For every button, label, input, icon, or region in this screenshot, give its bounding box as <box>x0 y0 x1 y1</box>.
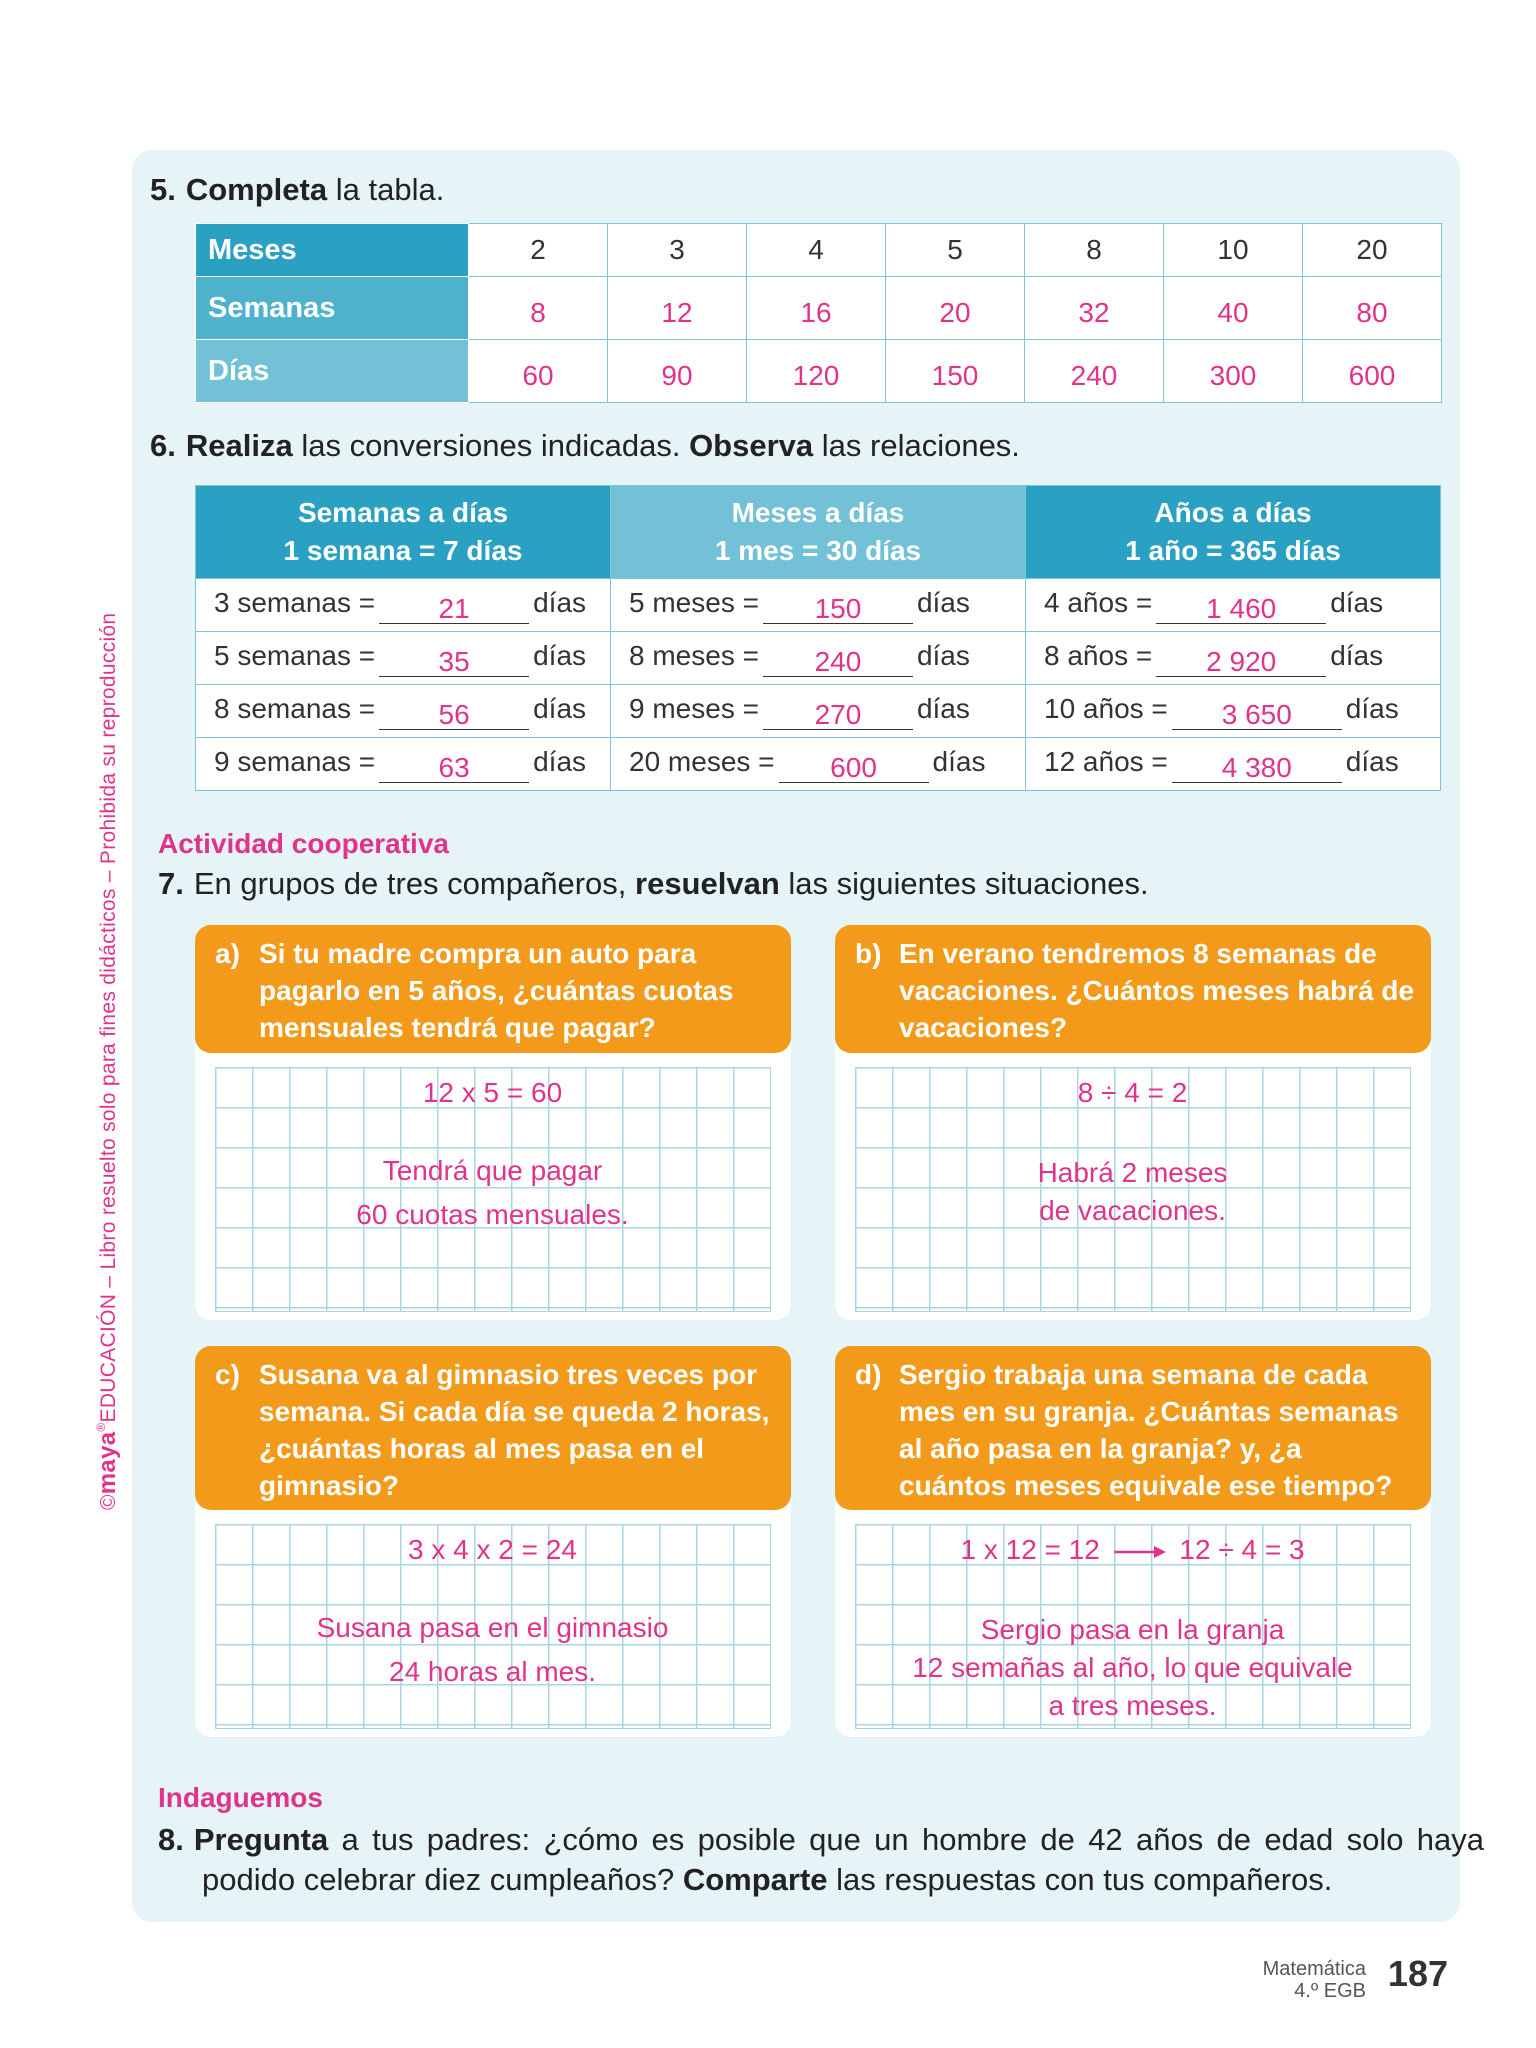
question-text: a tus padres: ¿cómo es posible que un hombre de 42 años de edad solo haya podido celebrar diez cumpleaños? <box>202 1822 1485 1897</box>
question-6 <box>150 428 1020 464</box>
conversion-cell <box>196 738 611 791</box>
header-subtitle: 1 mes = 30 días <box>714 535 922 566</box>
conversion-left: 4 años = <box>1044 586 1153 618</box>
conversion-left: 8 semanas = <box>214 692 376 724</box>
table-row <box>196 277 1442 340</box>
unit-label: días <box>533 745 587 777</box>
work-line: 12 semañas al año, lo que equivale <box>912 1652 1353 1683</box>
problem-card-c <box>195 1346 791 1737</box>
answer-cell[interactable]: 40 <box>1164 277 1303 340</box>
months-table <box>195 223 1442 403</box>
answer-cell[interactable]: 16 <box>747 277 886 340</box>
conversion-left: 9 meses = <box>629 692 759 724</box>
answer-cell[interactable]: 600 <box>1303 340 1442 403</box>
column-header <box>611 486 1026 579</box>
question-text: las relaciones. <box>821 428 1020 463</box>
table-cell: 2 <box>469 224 608 277</box>
answer-grid[interactable] <box>215 1067 771 1312</box>
conversion-left: 3 semanas = <box>214 586 376 618</box>
registered-icon: ® <box>94 1422 108 1432</box>
answer-cell[interactable]: 20 <box>886 277 1025 340</box>
problem-card-a <box>195 925 791 1320</box>
work-line: 3 x 4 x 2 = 24 <box>408 1534 577 1565</box>
answer-cell[interactable]: 80 <box>1303 277 1442 340</box>
indaguemos-label: Indaguemos <box>158 1782 323 1813</box>
work-equation: 1 x 12 = 12 <box>960 1534 1100 1565</box>
conversion-cell <box>1026 632 1441 685</box>
answer-blank[interactable]: 600 <box>779 754 929 783</box>
work-line-equations <box>855 1534 1410 1566</box>
problem-letter: d) <box>855 1359 882 1390</box>
answer-cell[interactable]: 150 <box>886 340 1025 403</box>
table-cell: 3 <box>608 224 747 277</box>
answer-cell[interactable]: 12 <box>608 277 747 340</box>
conversion-left: 20 meses = <box>629 745 775 777</box>
unit-label: días <box>1345 745 1399 777</box>
question-verb: Comparte <box>682 1862 828 1897</box>
question-text: la tabla. <box>335 172 445 207</box>
answer-grid[interactable] <box>215 1524 771 1729</box>
table-row <box>196 340 1442 403</box>
answer-cell[interactable]: 300 <box>1164 340 1303 403</box>
problem-letter: a) <box>215 938 240 969</box>
unit-label: días <box>533 692 587 724</box>
table-cell: 8 <box>1025 224 1164 277</box>
question-text: las respuestas con tus compañeros. <box>836 1862 1333 1897</box>
row-header: Días <box>196 340 469 403</box>
footer-subject: Matemática <box>1262 1958 1366 1980</box>
question-verb: Realiza <box>185 428 293 463</box>
unit-label: días <box>533 639 587 671</box>
conversion-left: 10 años = <box>1044 692 1168 724</box>
brand-logo: maya <box>94 1431 121 1495</box>
unit-label: días <box>1330 586 1384 618</box>
conversion-cell <box>1026 579 1441 632</box>
problem-header <box>195 1346 791 1510</box>
answer-area <box>835 1502 1431 1737</box>
answer-blank[interactable]: 240 <box>763 648 913 677</box>
answer-cell[interactable]: 8 <box>469 277 608 340</box>
answer-blank[interactable]: 4 380 <box>1172 754 1342 783</box>
conversion-cell <box>611 738 1026 791</box>
answer-blank[interactable]: 63 <box>379 754 529 783</box>
copyright-note <box>94 613 122 1510</box>
question-number: 7. <box>158 866 184 901</box>
table-row <box>196 632 1441 685</box>
arrow-right-icon <box>1112 1542 1168 1562</box>
question-verb: Pregunta <box>193 1822 329 1857</box>
header-title: Semanas a días <box>297 497 509 528</box>
problem-letter: b) <box>855 938 882 969</box>
work-line: 12 x 5 = 60 <box>422 1077 563 1108</box>
answer-area <box>195 1502 791 1737</box>
problem-header <box>195 925 791 1053</box>
problem-letter: c) <box>215 1359 240 1390</box>
conversion-left: 9 semanas = <box>214 745 376 777</box>
problem-text: Susana va al gimnasio tres veces por semana. Si cada día se queda 2 horas, ¿cuántas horas al mes pasa en el gimnasio? <box>259 1359 770 1501</box>
table-cell: 10 <box>1164 224 1303 277</box>
header-subtitle: 1 semana = 7 días <box>283 535 523 566</box>
question-text: En grupos de tres compañeros, <box>193 866 627 901</box>
problem-text: Si tu madre compra un auto para pagarlo en 5 años, ¿cuántas cuotas mensuales tendrá que pagar? <box>259 938 734 1043</box>
answer-cell[interactable]: 90 <box>608 340 747 403</box>
answer-blank[interactable]: 56 <box>379 701 529 730</box>
header-subtitle: 1 año = 365 días <box>1125 535 1341 566</box>
question-number: 8. <box>158 1822 184 1857</box>
footer-grade: 4.º EGB <box>1294 1980 1366 2002</box>
row-header: Semanas <box>196 277 469 340</box>
work-line: 24 horas al mes. <box>389 1656 596 1687</box>
work-line: Susana pasa en el gimnasio <box>316 1612 669 1643</box>
conversion-cell <box>1026 685 1441 738</box>
question-number: 6. <box>150 428 176 463</box>
answer-area <box>835 1045 1431 1320</box>
question-verb: Completa <box>185 172 328 207</box>
question-verb: Observa <box>689 428 814 463</box>
work-equation: 12 ÷ 4 = 3 <box>1179 1534 1305 1565</box>
table-cell: 4 <box>747 224 886 277</box>
copyright-symbol: © <box>97 1494 120 1510</box>
work-line: 60 cuotas mensuales. <box>356 1199 629 1230</box>
work-line: Habrá 2 meses <box>1037 1157 1228 1188</box>
unit-label: días <box>932 745 986 777</box>
problem-card-d <box>835 1346 1431 1737</box>
problem-text: En verano tendremos 8 semanas de vacaciones. ¿Cuántos meses habrá de vacaciones? <box>899 938 1415 1043</box>
answer-blank[interactable]: 2 920 <box>1156 648 1326 677</box>
question-verb: resuelvan <box>635 866 780 901</box>
answer-grid[interactable] <box>855 1524 1411 1729</box>
copyright-text: EDUCACIÓN – Libro resuelto solo para fines didácticos – Prohibida su reproducción <box>97 612 120 1423</box>
conversion-cell <box>196 579 611 632</box>
column-header <box>196 486 611 579</box>
unit-label: días <box>916 586 970 618</box>
question-text: las conversiones indicadas. <box>301 428 681 463</box>
conversion-cell <box>611 632 1026 685</box>
question-5 <box>150 172 444 208</box>
conversions-table <box>195 485 1441 791</box>
answer-blank[interactable]: 3 650 <box>1172 701 1342 730</box>
header-title: Años a días <box>1154 497 1312 528</box>
table-cell: 20 <box>1303 224 1442 277</box>
problem-header <box>835 1346 1431 1510</box>
work-line: a tres meses. <box>1048 1690 1217 1721</box>
row-header: Meses <box>196 224 469 277</box>
answer-area <box>195 1045 791 1320</box>
conversion-cell <box>196 632 611 685</box>
conversion-cell <box>611 579 1026 632</box>
conversion-cell <box>1026 738 1441 791</box>
conversion-left: 8 años = <box>1044 639 1153 671</box>
question-8 <box>158 1820 1484 1900</box>
answer-blank[interactable]: 270 <box>763 701 913 730</box>
problem-text: Sergio trabaja una semana de cada mes en su granja. ¿Cuántas semanas al año pasa en la granja? y, ¿a cuántos meses equivale ese tiempo? <box>899 1359 1399 1501</box>
answer-cell[interactable]: 60 <box>469 340 608 403</box>
answer-grid[interactable] <box>855 1067 1411 1312</box>
work-line: Sergio pasa en la granja <box>980 1614 1285 1645</box>
question-text: las siguientes situaciones. <box>788 866 1149 901</box>
work-line: de vacaciones. <box>1039 1195 1226 1226</box>
unit-label: días <box>1330 639 1384 671</box>
table-header-row <box>196 486 1441 579</box>
table-row <box>196 224 1442 277</box>
conversion-left: 12 años = <box>1044 745 1168 777</box>
conversion-left: 5 meses = <box>629 586 759 618</box>
table-row <box>196 685 1441 738</box>
table-row <box>196 738 1441 791</box>
answer-blank[interactable]: 21 <box>379 595 529 624</box>
conversion-cell <box>611 685 1026 738</box>
conversion-left: 5 semanas = <box>214 639 376 671</box>
question-7 <box>158 866 1149 902</box>
unit-label: días <box>1345 692 1399 724</box>
unit-label: días <box>916 639 970 671</box>
page-number: 187 <box>1387 1953 1448 1994</box>
question-number: 5. <box>150 172 176 207</box>
answer-blank[interactable]: 35 <box>379 648 529 677</box>
work-line: 8 ÷ 4 = 2 <box>1077 1077 1188 1108</box>
table-cell: 5 <box>886 224 1025 277</box>
answer-cell[interactable]: 240 <box>1025 340 1164 403</box>
answer-blank[interactable]: 1 460 <box>1156 595 1326 624</box>
problem-card-b <box>835 925 1431 1320</box>
header-title: Meses a días <box>731 497 905 528</box>
problem-header <box>835 925 1431 1053</box>
conversion-cell <box>196 685 611 738</box>
column-header <box>1026 486 1441 579</box>
table-row <box>196 579 1441 632</box>
answer-blank[interactable]: 150 <box>763 595 913 624</box>
answer-cell[interactable]: 120 <box>747 340 886 403</box>
unit-label: días <box>533 586 587 618</box>
unit-label: días <box>916 692 970 724</box>
answer-cell[interactable]: 32 <box>1025 277 1164 340</box>
conversion-left: 8 meses = <box>629 639 759 671</box>
work-line: Tendrá que pagar <box>382 1155 603 1186</box>
activity-label: Actividad cooperativa <box>158 828 449 859</box>
